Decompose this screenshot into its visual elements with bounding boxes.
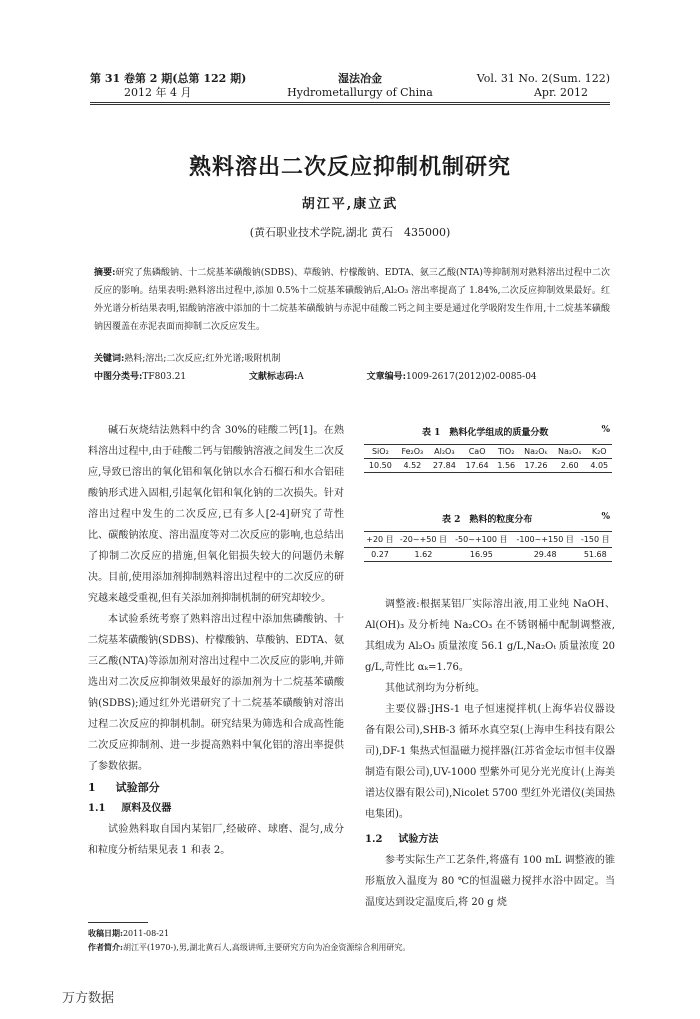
instruments-paragraph: 主要仪器:JHS-1 电子恒速搅拌机(上海华岩仪器设备有限公司),SHB-3 循环水真空泵(上海申生科技有限公司),DF-1 集热式恒温磁力搅拌器(江苏省金坛市恒丰仪器制造有限公司),UV-1000 型紫外可见分光光度计(上海美谱达仪器有限公司),Nicolet 5700 型红外光谱仪(美国热电集团)。 xyxy=(365,704,615,820)
authors: 胡江平,康立武 xyxy=(301,197,399,212)
table-1-cell: 4.05 xyxy=(586,459,612,473)
table-1-cell: 2.60 xyxy=(553,459,586,473)
intro-paragraph-1: 碱石灰烧结法熟料中约含 30%的硅酸二钙[1]。在熟料溶出过程中,由于硅酸二钙与铝酸钠溶液之间发生二次反应,导致已溶出的氧化铝和氧化钠以水合石榴石和水合铝硅酸钠形式进入固相,引起氧化铝和氧化钠的二次损失。针对溶出过程中发生的二次反应,已有多人[2-4]研究了苛性比、碳酸钠浓度、溶出温度等对二次反应的影响,也总结出了抑制二次反应的措施,但氧化铝损失较大的问题仍未解决。目前,使用添加剂抑制熟料溶出过程中的二次反应的研究越来越受重视,但有关添加剂抑制机制的研究却较少。 xyxy=(88,425,344,604)
journal-name-en: Hydrometallurgy of China xyxy=(287,86,433,99)
table-2-title: 表 2 熟料的粒度分布 xyxy=(442,515,533,525)
header-volume-en xyxy=(440,72,610,100)
volume-issue-en: Vol. 31 No. 2(Sum. 122) xyxy=(476,72,610,85)
doc-code-label: 文献标志码: xyxy=(248,372,298,382)
table-2-cell: 16.95 xyxy=(451,548,512,562)
table-1-cell: 4.52 xyxy=(397,459,428,473)
section-1-number: 1 xyxy=(88,781,96,794)
table-2-cell: 51.68 xyxy=(579,548,612,562)
received-date: 2011-08-21 xyxy=(122,929,170,938)
method-paragraph: 参考实际生产工艺条件,将盛有 100 mL 调整液的锥形瓶放入温度为 80 ℃的恒温磁力搅拌水浴中固定。当温度达到设定温度后,将 20 g 烧 xyxy=(365,855,615,908)
table-2-data-row xyxy=(364,548,612,562)
right-column xyxy=(365,594,615,913)
footnote-received xyxy=(88,927,169,940)
table-1-unit: % xyxy=(601,425,610,435)
table-2 xyxy=(364,531,612,562)
materials-paragraph: 试验熟料取自国内某铝厂,经破碎、球磨、混匀,成分和粒度分析结果见表 1 和表 2。 xyxy=(88,824,344,856)
abstract xyxy=(94,264,610,336)
solution-text: 根据某铝厂实际溶出液,用工业纯 NaOH、Al(OH)₃ 及分析纯 Na₂CO₃ 在不锈钢桶中配制调整液,其组成为 Al₂O₃ 质量浓度 56.1 g/L,Na₂Oₜ 质量浓度 20 g/L,苛性比 αₖ=1.76。 xyxy=(365,599,615,673)
table-1-caption xyxy=(360,425,610,438)
left-column xyxy=(88,420,344,861)
table-1-cell: 27.84 xyxy=(428,459,461,473)
section-1-1-heading xyxy=(88,798,344,819)
classification-line xyxy=(94,368,610,386)
table-2-cell: 29.48 xyxy=(512,548,579,562)
table-1-cell: 17.26 xyxy=(519,459,553,473)
keywords xyxy=(94,350,610,368)
table-2-caption xyxy=(360,512,610,525)
keywords-text: 熟料;溶出;二次反应;红外光谱;吸附机制 xyxy=(124,354,281,364)
received-label: 收稿日期: xyxy=(88,928,123,938)
affiliation: (黄石职业技术学院,湖北 黄石 435000) xyxy=(249,226,451,239)
section-1-title: 试验部分 xyxy=(115,781,160,794)
table-1-header-cell: SiO₂ xyxy=(364,445,397,459)
footnote-rule xyxy=(88,922,148,923)
header-volume-cn xyxy=(90,72,270,100)
table-2-header-cell: +20 目 xyxy=(364,532,396,548)
abstract-text: 研究了焦磷酸钠、十二烷基苯磺酸钠(SDBS)、草酸钠、柠檬酸钠、EDTA、氨三乙酸(NTA)等抑制剂对熟料溶出过程中二次反应的影响。结果表明:熟料溶出过程中,添加 0.5%十二烷基苯磺酸钠后,Al₂O₃ 溶出率提高了 1.84%,二次反应抑制效果最好。红外光谱分析结果表明,铝酸钠溶液中添加的十二烷基苯磺酸钠与赤泥中硅酸二钙之间主要是通过化学吸附发生作用,十二烷基苯磺酸钠因覆盖在赤泥表面而抑制二次反应发生。 xyxy=(94,268,611,332)
table-2-cell: 1.62 xyxy=(396,548,451,562)
section-1-2-title: 试验方法 xyxy=(398,834,439,845)
intro-paragraph-2: 本试验系统考察了熟料溶出过程中添加焦磷酸钠、十二烷基苯磺酸钠(SDBS)、柠檬酸钠、草酸钠、EDTA、氨三乙酸(NTA)等添加剂对溶出过程中二次反应的影响,并筛选出对二次反应抑制效果最好的添加剂为十二烷基苯磺酸钠(SDBS);通过红外光谱研究了十二烷基苯磺酸钠对溶出过程二次反应的抑制机制。研究结果为筛选和合成高性能二次反应抑制剂、进一步提高熟料中氧化铝的溶出率提供了参数依据。 xyxy=(88,614,344,772)
table-1-cell: 1.56 xyxy=(493,459,518,473)
bio-label: 作者简介: xyxy=(88,942,123,952)
solution-paragraph xyxy=(365,594,615,678)
clc-value: TF803.21 xyxy=(142,372,187,382)
table-2-header-cell: -50~+100 目 xyxy=(451,532,512,548)
section-1-1-title: 原料及仪器 xyxy=(121,803,172,814)
table-2-cell: 0.27 xyxy=(364,548,396,562)
table-1-cell: 17.64 xyxy=(461,459,494,473)
date-cn: 2012 年 4 月 xyxy=(124,86,192,99)
header-journal xyxy=(260,72,460,100)
table-1-data-row xyxy=(364,459,612,473)
reagents-paragraph: 其他试剂均为分析纯。 xyxy=(385,683,485,694)
section-1-1-number: 1.1 xyxy=(88,803,106,814)
header-rule xyxy=(90,102,610,105)
article-no-value: 1009-2617(2012)02-0085-04 xyxy=(405,372,537,382)
doc-code-value: A xyxy=(297,372,304,382)
paper-title: 熟料溶出二次反应抑制机制研究 xyxy=(188,154,511,180)
section-1-heading xyxy=(88,777,344,798)
table-1-header-cell: Na₂Oₛ xyxy=(553,445,586,459)
table-1-header-cell: CaO xyxy=(461,445,494,459)
table-1-header-cell: Al₂O₃ xyxy=(428,445,461,459)
table-2-header-cell: -150 目 xyxy=(579,532,612,548)
table-1-header-cell: Fe₂O₃ xyxy=(397,445,428,459)
section-1-2-heading xyxy=(365,829,615,850)
article-no-label: 文章编号: xyxy=(366,372,406,382)
table-2-unit: % xyxy=(601,512,610,522)
table-2-header-row xyxy=(364,532,612,548)
abstract-label: 摘要: xyxy=(94,268,116,278)
volume-issue-cn: 第 31 卷第 2 期(总第 122 期) xyxy=(90,72,247,85)
section-1-2-number: 1.2 xyxy=(365,834,383,845)
table-1 xyxy=(364,444,612,473)
table-1-header-cell: Na₂Oₖ xyxy=(519,445,553,459)
table-1-header-cell: K₂O xyxy=(586,445,612,459)
table-1-header-cell: TiO₂ xyxy=(493,445,518,459)
bio-text: 胡江平(1970-),男,湖北黄石人,高级讲师,主要研究方向为冶金资源综合利用研究。 xyxy=(122,943,411,952)
clc-label: 中图分类号: xyxy=(94,372,143,382)
table-1-header-row xyxy=(364,445,612,459)
date-en: Apr. 2012 xyxy=(533,86,588,99)
keywords-label: 关键词: xyxy=(94,354,125,364)
journal-name-cn: 湿法冶金 xyxy=(338,72,382,85)
solution-label: 调整液: xyxy=(385,599,420,610)
watermark: 万方数据 xyxy=(62,991,115,1006)
table-2-header-cell: -100~+150 目 xyxy=(512,532,579,548)
table-2-header-cell: -20~+50 目 xyxy=(396,532,451,548)
table-1-cell: 10.50 xyxy=(364,459,397,473)
table-1-title: 表 1 熟料化学组成的质量分数 xyxy=(422,428,549,438)
footnote-bio xyxy=(88,941,618,954)
